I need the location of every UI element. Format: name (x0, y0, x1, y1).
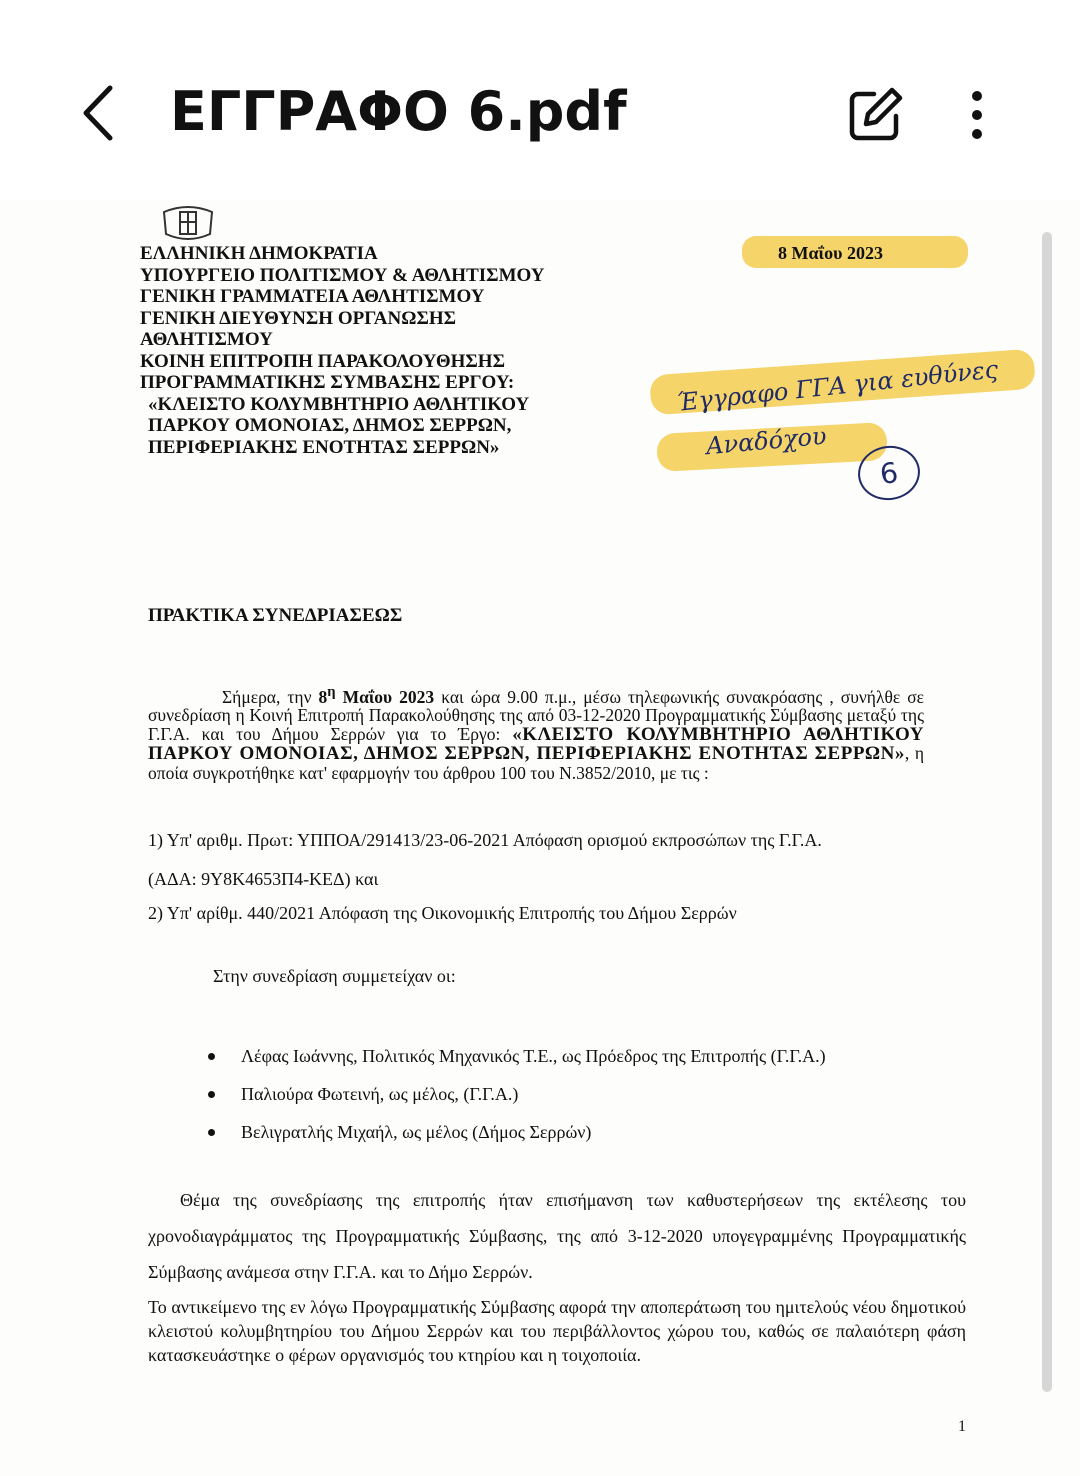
date-month-year: Μαΐου 2023 (335, 686, 435, 707)
more-options-button[interactable] (955, 80, 999, 150)
document-header (140, 243, 545, 458)
participant: Παλιούρα Φωτεινή, ως μέλος, (Γ.Γ.Α.) (241, 1083, 519, 1104)
date-day: 8 (318, 686, 328, 707)
handwritten-note: Αναδόχου (705, 421, 828, 461)
list-item (208, 1113, 826, 1151)
text: και ώρα 9.00 π.μ., μέσω τηλεφωνικής συνακρόασης , συνήλθε σε συνεδρίαση η Κοινή Επιτροπή Παρακολούθησης της από 03-12-2020 Προγραμματικής Σύμβασης μεταξύ της Γ.Γ.Α. και του Δήμου Σερρών για το Έργο: (148, 686, 924, 744)
page-number: 1 (958, 1418, 966, 1435)
back-button[interactable] (70, 78, 130, 148)
bullet-icon (208, 1091, 215, 1098)
date-suffix: η (327, 684, 336, 700)
top-app-bar (0, 0, 1080, 200)
more-vertical-icon (955, 80, 999, 150)
list-item (208, 1037, 826, 1075)
reference-1-ada: (ΑΔΑ: 9Υ8Κ4653Π4-ΚΕΔ) και (148, 869, 379, 889)
greek-emblem-icon (158, 204, 218, 244)
header-line: «ΚΛΕΙΣΤΟ ΚΟΛΥΜΒΗΤΗΡΙΟ ΑΘΛΗΤΙΚΟΥ (148, 393, 530, 415)
participants-intro: Στην συνεδρίαση συμμετείχαν οι: (213, 966, 456, 986)
document-title: ΕΓΓΡΑΦΟ 6.pdf (170, 80, 627, 143)
scrollbar[interactable] (1042, 232, 1052, 1392)
list-item (208, 1075, 826, 1113)
header-line: ΑΘΛΗΤΙΣΜΟΥ (140, 329, 273, 350)
participant: Λέφας Ιωάννης, Πολιτικός Μηχανικός Τ.Ε., ως Πρόεδρος της Επιτροπής (Γ.Γ.Α.) (241, 1045, 826, 1066)
edit-icon (840, 80, 910, 150)
text: Θέμα της συνεδρίασης της επιτροπής ήταν επισήμανση των καθυστερήσεων της εκτέλεσης του χρονοδιαγράμματος της Προγραμματικής Σύμβασης, της από 3-12-2020 υπογεγραμμένης Προγραμματικής Σύμβασης ανάμεσα στην Γ.Γ.Α. και το Δήμο Σερρών. (148, 1190, 966, 1282)
document-date: 8 Μαΐου 2023 (778, 243, 883, 263)
participants-list (208, 1037, 826, 1151)
text: Το αντικείμενο της εν λόγω Προγραμματικής Σύμβασης αφορά την αποπεράτωση του ημιτελούς νέου δημοτικού κλειστού κολυμβητηρίου του Δήμου Σερρών και του περιβάλλοντος χώρου του, καθώς σε παλαιότερη φάση κατασκευάστηκε ο φέρων οργανισμός του κτηρίου και η τοιχοποιία. (148, 1297, 966, 1365)
project-name: «ΚΛΕΙΣΤΟ ΚΟΛΥΜΒΗΤΗΡΙΟ ΑΘΛΗΤΙΚΟΥ ΠΑΡΚΟΥ ΟΜΟΝΟΙΑΣ, ΔΗΜΟΣ ΣΕΡΡΩΝ, ΠΕΡΙΦΕΡΙΑΚΗΣ ΕΝΟΤΗΤΑΣ ΣΕΡΡΩΝ» (148, 723, 924, 765)
paragraph (148, 1295, 966, 1367)
edit-button[interactable] (840, 80, 910, 150)
bullet-icon (208, 1053, 215, 1060)
text: , η οποία συγκροτήθηκε κατ' εφαρμογήν του άρθρου 100 του Ν.3852/2010, με τις : (148, 743, 924, 783)
header-line: ΓΕΝΙΚΗ ΔΙΕΥΘΥΝΣΗ ΟΡΓΑΝΩΣΗΣ (140, 307, 457, 329)
header-line: ΥΠΟΥΡΓΕΙΟ ΠΟΛΙΤΙΣΜΟΥ & ΑΘΛΗΤΙΣΜΟΥ (140, 264, 545, 286)
reference-1: 1) Υπ' αριθμ. Πρωτ: ΥΠΠΟΑ/291413/23-06-2021 Απόφαση ορισμού εκπροσώπων της Γ.Γ.Α. (148, 830, 822, 850)
header-line: ΕΛΛΗΝΙΚΗ ΔΗΜΟΚΡΑΤΙΑ (140, 243, 378, 264)
reference-2: 2) Υπ' αρίθμ. 440/2021 Απόφαση της Οικονομικής Επιτροπής του Δήμου Σερρών (148, 903, 737, 923)
handwritten-note: Έγγραφο ΓΓΑ για ευθύνες (675, 355, 1000, 417)
text: Σήμερα, την (222, 686, 319, 707)
header-line: ΠΕΡΙΦΕΡΙΑΚΗΣ ΕΝΟΤΗΤΑΣ ΣΕΡΡΩΝ» (148, 436, 500, 458)
header-line: ΠΡΟΓΡΑΜΜΑΤΙΚΗΣ ΣΥΜΒΑΣΗΣ ΕΡΓΟΥ: (140, 372, 515, 393)
header-line: ΚΟΙΝΗ ΕΠΙΤΡΟΠΗ ΠΑΡΑΚΟΛΟΥΘΗΣΗΣ (140, 350, 505, 372)
section-title: ΠΡΑΚΤΙΚΑ ΣΥΝΕΔΡΙΑΣΕΩΣ (148, 605, 403, 626)
paragraph (148, 683, 924, 782)
handwritten-circled-number: 6 (855, 442, 924, 504)
participant: Βελιγρατλής Μιχαήλ, ως μέλος (Δήμος Σερρών) (241, 1121, 592, 1142)
bullet-icon (208, 1129, 215, 1136)
paragraph (148, 1182, 966, 1290)
header-line: ΓΕΝΙΚΗ ΓΡΑΜΜΑΤΕΙΑ ΑΘΛΗΤΙΣΜΟΥ (140, 286, 485, 307)
header-line: ΠΑΡΚΟΥ ΟΜΟΝΟΙΑΣ, ΔΗΜΟΣ ΣΕΡΡΩΝ, (148, 415, 512, 436)
chevron-left-icon (70, 78, 130, 148)
